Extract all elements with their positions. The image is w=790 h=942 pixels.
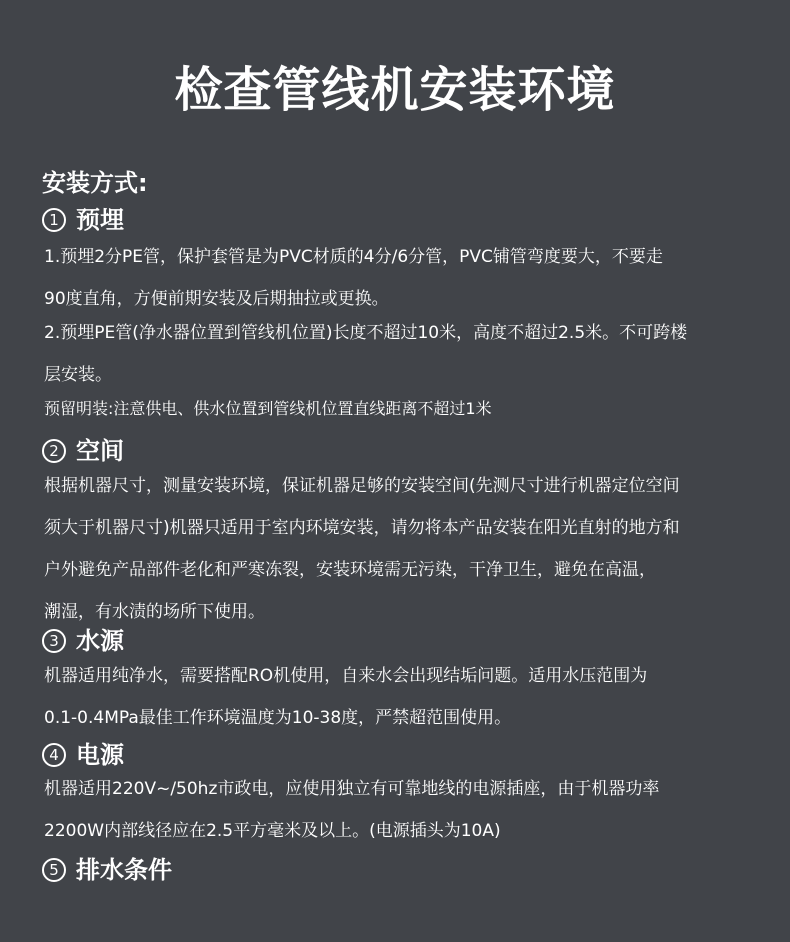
paragraph-line: 机器适用纯净水，需要搭配RO机使用，自来水会出现结垢问题。适用水压范围为 [44,666,648,686]
circled-number-4: 4 [42,743,66,767]
paragraph-line: 须大于机器尺寸)机器只适用于室内环境安装，请勿将本产品安装在阳光直射的地方和 [44,518,680,538]
paragraph-line: 1.预埋2分PE管，保护套管是为PVC材质的4分/6分管，PVC铺管弯度要大，不要走 [44,247,663,267]
circled-number-1: 1 [42,208,66,232]
page-title: 检查管线机安装环境 [174,62,616,118]
circled-number-3: 3 [42,629,66,653]
paragraph-line: 潮湿，有水渍的场所下使用。 [44,602,265,622]
paragraph-space [44,465,764,633]
paragraph-line: 2200W内部线径应在2.5平方毫米及以上。(电源插头为10A) [44,821,501,841]
paragraph-line: 预留明装:注意供电、供水位置到管线机位置直线距离不超过1米 [44,399,492,418]
circled-number-2: 2 [42,439,66,463]
paragraph-preembed-2 [44,312,764,396]
paragraph-line: 户外避免产品部件老化和严寒冻裂，安装环境需无污染，干净卫生，避免在高温， [44,560,656,580]
paragraph-line: 根据机器尺寸，测量安装环境，保证机器足够的安装空间(先测尺寸进行机器定位空间 [44,476,680,496]
paragraph-line: 机器适用220V~/50hz市政电，应使用独立有可靠地线的电源插座，由于机器功率 [44,779,660,799]
section-heading-water [42,624,124,658]
section-heading-label: 水源 [76,627,124,655]
section-heading-label: 电源 [76,741,124,769]
circled-number-5: 5 [42,858,66,882]
paragraph-line: 2.预埋PE管(净水器位置到管线机位置)长度不超过10米，高度不超过2.5米。不可跨楼 [44,323,688,343]
paragraph-line: 层安装。 [44,365,112,385]
section-heading-power [42,738,124,772]
section-heading-preembed [42,203,124,237]
paragraph-preembed-3 [44,388,764,430]
paragraph-preembed-1 [44,236,764,320]
section-heading-drainage [42,853,172,887]
install-method-label: 安装方式: [42,169,148,197]
section-heading-label: 空间 [76,437,124,465]
paragraph-line: 90度直角，方便前期安装及后期抽拉或更换。 [44,289,389,309]
paragraph-water [44,655,764,739]
section-heading-space [42,434,124,468]
section-heading-label: 排水条件 [76,856,172,884]
section-heading-label: 预埋 [76,206,124,234]
paragraph-line: 0.1-0.4MPa最佳工作环境温度为10-38度，严禁超范围使用。 [44,708,512,728]
paragraph-power [44,768,764,852]
